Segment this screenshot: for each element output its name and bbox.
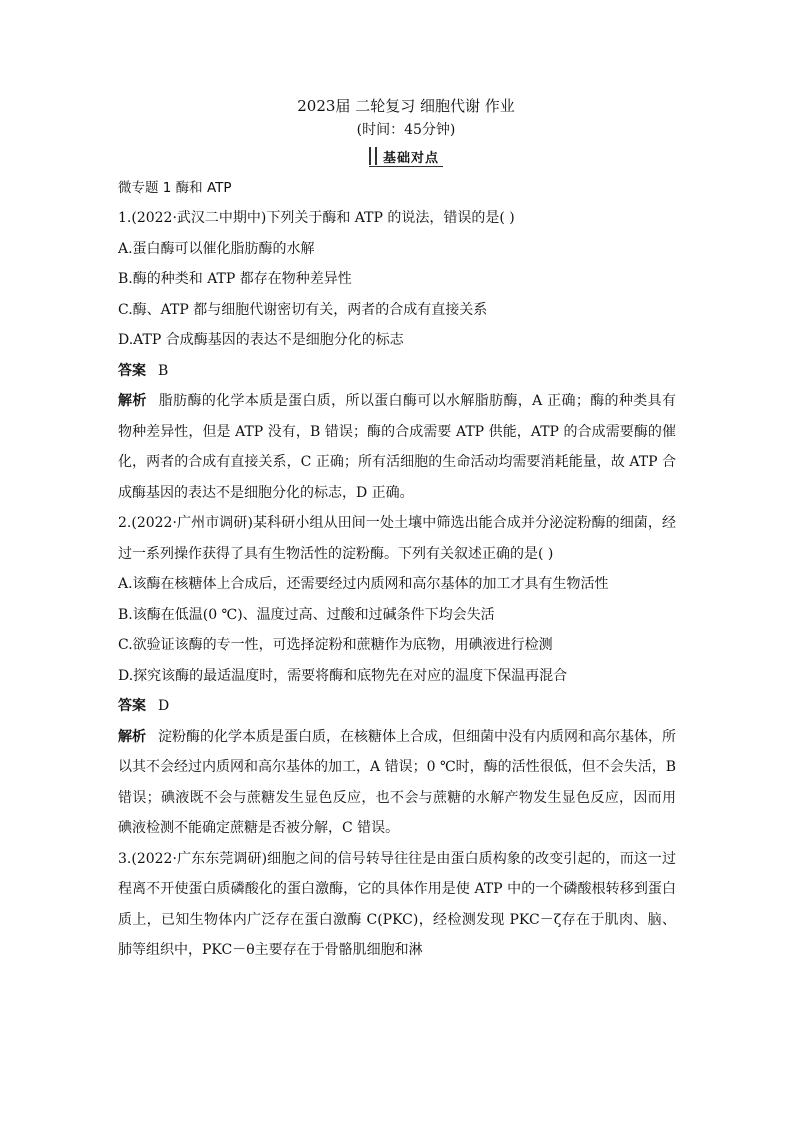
question-1-option-a: A.蛋白酶可以催化脂肪酶的水解 — [118, 240, 315, 257]
question-1-option-d: D.ATP 合成酶基因的表达不是细胞分化的标志 — [118, 332, 404, 348]
question-1-answer-value: B — [158, 362, 169, 379]
question-2-option-a: A.该酶在核糖体上合成后，还需要经过内质网和高尔基体的加工才具有生物活性 — [118, 576, 609, 592]
question-1-option-c: C.酶、ATP 都与细胞代谢密切有关，两者的合成有直接关系 — [118, 301, 488, 318]
answer-label: 答案 — [118, 362, 146, 379]
analysis-label: 解析 — [118, 728, 146, 745]
question-2-answer — [118, 691, 676, 722]
question-1-analysis — [118, 386, 676, 508]
question-3-stem: 3.(2022·广东东莞调研)细胞之间的信号转导往往是由蛋白质构象的改变引起的，而这一过程离不开使蛋白质磷酸化的蛋白激酶，它的具体作用是使 ATP 中的一个磷酸根转移到蛋白质上，已知生物体内广泛存在蛋白激酶 C(PKC)，经检测发现 PKC－ζ存在于肌肉、脑、肺等组织中，PKC－θ主要存在于骨骼肌细胞和淋 — [118, 850, 676, 958]
time-limit: (时间：45分钟) — [356, 122, 456, 138]
question-1-answer — [118, 356, 676, 387]
double-bar-icon — [369, 147, 377, 165]
answer-label: 答案 — [118, 698, 146, 714]
question-2-option-d: D.探究该酶的最适温度时，需要将酶和底物先在对应的温度下保温再混合 — [118, 667, 568, 684]
question-1-analysis-text: 脂肪酶的化学本质是蛋白质，所以蛋白酶可以水解脂肪酶，A 正确；酶的种类具有物种差异性，但是 ATP 没有，B 错误；酶的合成需要 ATP 供能，ATP 的合成需要酶的催化，两者的合成有直接关系，C 正确；所有活细胞的生命活动均需要消耗能量，故 ATP 合成酶基因的表达不是细胞分化的标志，D 正确。 — [118, 393, 677, 501]
question-2-analysis — [118, 722, 676, 844]
page-title: 2023届 二轮复习 细胞代谢 作业 — [297, 97, 515, 115]
section-badge-frame — [369, 146, 443, 167]
question-2-option-b: B.该酶在低温(0 ℃)、温度过高、过酸和过碱条件下均会失活 — [118, 606, 495, 623]
question-1-stem: 1.(2022·武汉二中期中)下列关于酶和 ATP 的说法，错误的是( ) — [118, 210, 515, 226]
question-2-stem: 2.(2022·广州市调研)某科研小组从田间一处土壤中筛选出能合成并分泌淀粉酶的细菌，经过一系列操作获得了具有生物活性的淀粉酶。下列有关叙述正确的是( ) — [118, 515, 676, 562]
question-1-option-b: B.酶的种类和 ATP 都存在物种差异性 — [118, 271, 352, 287]
question-2-answer-value: D — [158, 698, 170, 714]
document-page — [118, 94, 676, 966]
section-badge — [118, 146, 676, 167]
question-2-option-c: C.欲验证该酶的专一性，可选择淀粉和蔗糖作为底物，用碘液进行检测 — [118, 637, 553, 653]
question-2-analysis-text: 淀粉酶的化学本质是蛋白质，在核糖体上合成，但细菌中没有内质网和高尔基体，所以其不会经过内质网和高尔基体的加工，A 错误；0 ℃时，酶的活性很低，但不会失活，B 错误；碘液既不会与蔗糖发生显色反应，也不会与蔗糖的水解产物发生显色反应，因而用碘液检测不能确定蔗糖是否被分解，C 错误。 — [118, 728, 676, 836]
topic-heading: 微专题 1 酶和 ATP — [118, 180, 232, 196]
analysis-label: 解析 — [118, 393, 147, 409]
section-title: 基础对点 — [382, 150, 439, 166]
